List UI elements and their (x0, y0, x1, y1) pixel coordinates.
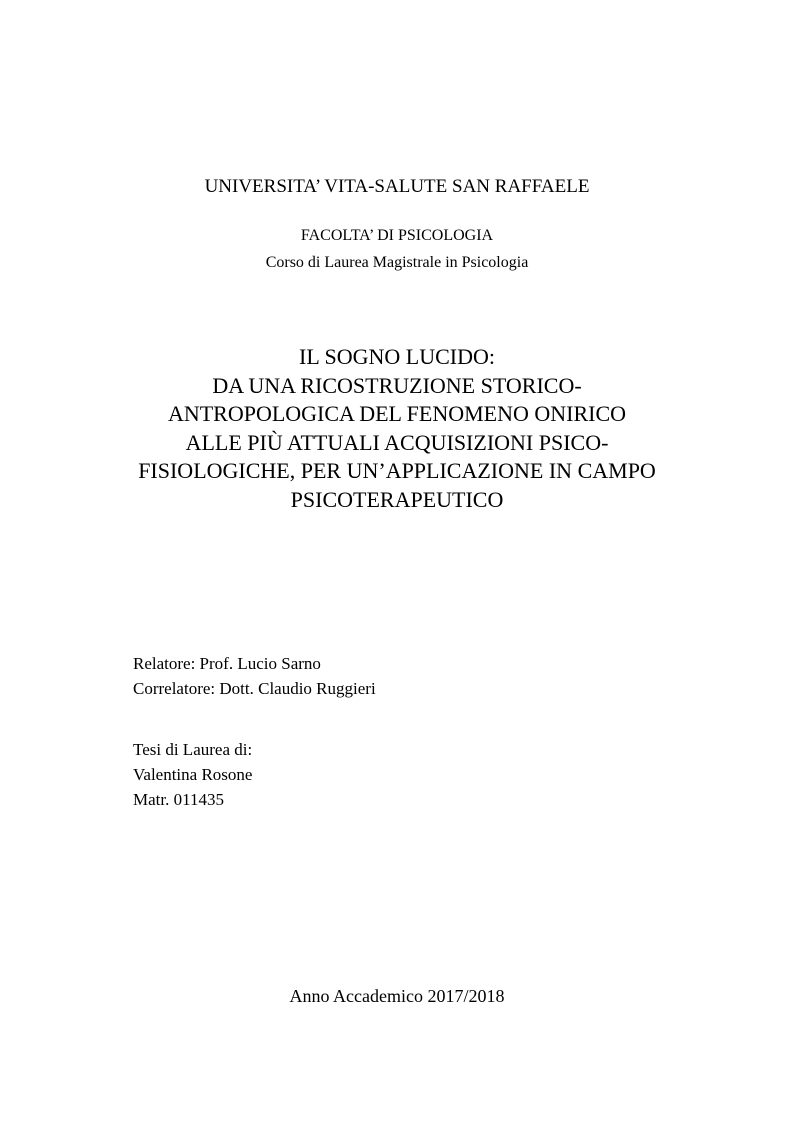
relatore: Relatore: Prof. Lucio Sarno (133, 654, 321, 673)
author-name: Valentina Rosone (133, 765, 253, 784)
faculty-name: FACOLTA’ DI PSICOLOGIA (300, 227, 494, 244)
thesis-title-line: DA UNA RICOSTRUZIONE STORICO- (212, 372, 582, 398)
thesis-title-line: ALLE PIÙ ATTUALI ACQUISIZIONI PSICO- (185, 429, 609, 455)
thesis-title-line: PSICOTERAPEUTICO (290, 486, 504, 512)
academic-year: Anno Accademico 2017/2018 (289, 986, 505, 1006)
thesis-title-line: FISIOLOGICHE, PER UN’APPLICAZIONE IN CAMPO (138, 458, 656, 483)
author-matricola: Matr. 011435 (133, 790, 224, 809)
thesis-title-line: IL SOGNO LUCIDO: (299, 344, 495, 369)
supervisors-block (133, 651, 376, 701)
correlatore: Correlatore: Dott. Claudio Ruggieri (133, 679, 376, 698)
university-name: UNIVERSITA’ VITA-SALUTE SAN RAFFAELE (204, 176, 590, 197)
thesis-title-line: ANTROPOLOGICA DEL FENOMENO ONIRICO (167, 401, 627, 426)
thesis-title (0, 343, 794, 514)
course-name: Corso di Laurea Magistrale in Psicologia (265, 254, 529, 271)
author-block (133, 737, 252, 812)
author-label: Tesi di Laurea di: (133, 740, 253, 759)
